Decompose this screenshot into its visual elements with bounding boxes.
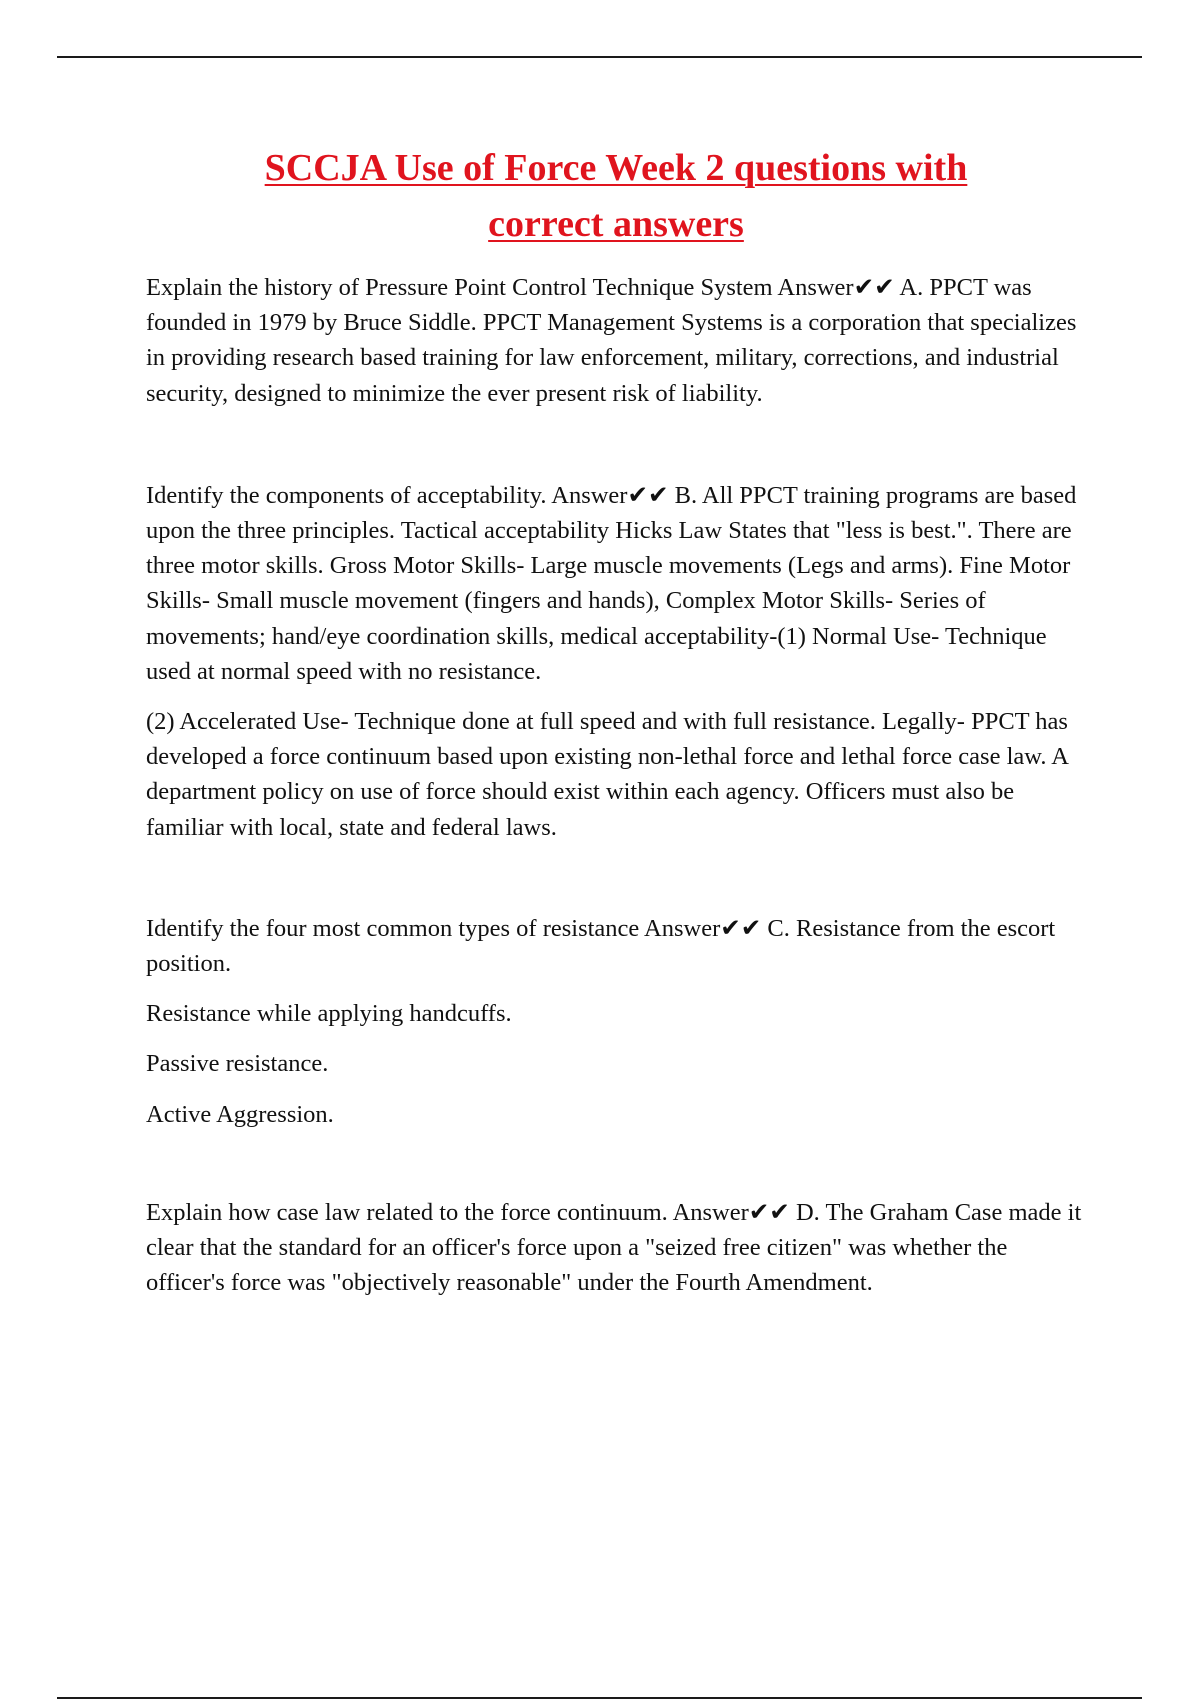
title-line-1: SCCJA Use of Force Week 2 questions with [264,147,968,189]
section-spacer [146,845,1086,911]
question-answer-1 [146,270,1086,411]
document-title [146,140,1086,252]
question-answer-3 [146,911,1086,1132]
section-spacer [146,411,1086,478]
answer-paragraph: Explain how case law related to the force continuum. Answer✔✔ D. The Graham Case made it clear that the standard for an officer's force upon a "seized free citizen" was whether the officer's force was "objectively reasonable" under the Fourth Amendment. [146,1198,1082,1297]
footer-rule [57,1697,1142,1699]
answer-paragraph: Explain the history of Pressure Point Control Technique System Answer✔✔ A. PPCT was founded in 1979 by Bruce Siddle. PPCT Management Systems is a corporation that specializes in providing research based training for law enforcement, military, corrections, and industrial security, designed to minimize the ever present risk of liability. [146,274,1077,407]
answer-paragraph: Resistance while applying handcuffs. [146,1000,512,1028]
question-answer-4 [146,1195,1086,1301]
section-spacer [146,1132,1086,1195]
header-rule [57,56,1142,58]
document-page [146,140,1086,1300]
answer-paragraph: Identify the four most common types of resistance Answer✔✔ C. Resistance from the escort position. [146,914,1056,978]
answer-paragraph: Passive resistance. [146,1050,329,1078]
title-line-2: correct answers [488,203,744,245]
answer-paragraph: Identify the components of acceptability. Answer✔✔ B. All PPCT training programs are based upon the three principles. Tactical acceptability Hicks Law States that "less is best.". There are three motor skills. Gross Motor Skills- Large muscle movements (Legs and arms). Fine Motor Skills- Small muscle movement (fingers and hands), Complex Motor Skills- Series of movements; hand/eye coordination skills, medical acceptability-(1) Normal Use- Technique used at normal speed with no resistance. [146,481,1077,685]
answer-paragraph: (2) Accelerated Use- Technique done at full speed and with full resistance. Legally- PPCT has developed a force continuum based upon existing non-lethal force and lethal force case law. A department policy on use of force should exist within each agency. Officers must also be familiar with local, state and federal laws. [146,708,1068,841]
answer-paragraph: Active Aggression. [146,1100,334,1128]
question-answer-2 [146,478,1086,845]
